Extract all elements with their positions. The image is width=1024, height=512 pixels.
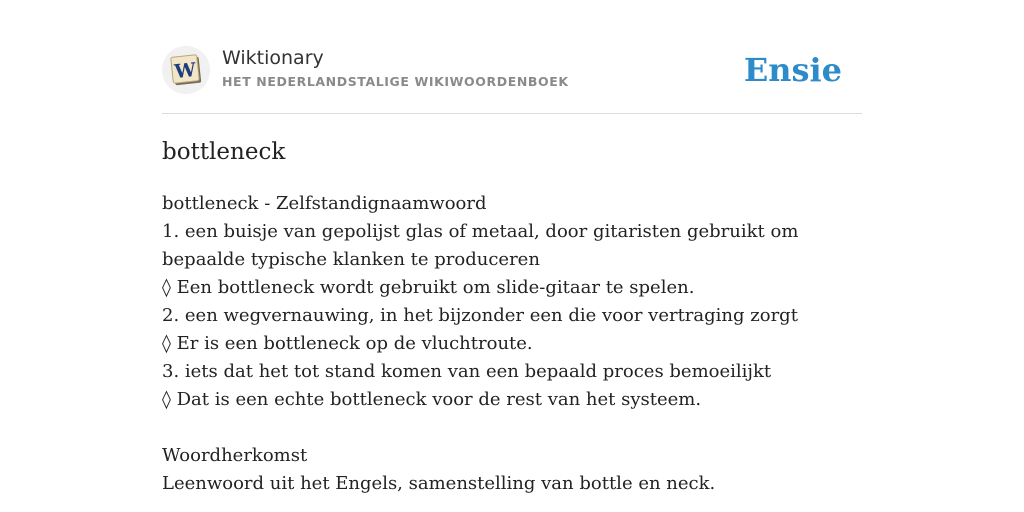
definition-1: 1. een buisje van gepolijst glas of metaal, door gitaristen gebruikt om bepaalde typische klanken te produceren [162,221,799,270]
etymology-text: Leenwoord uit het Engels, samenstelling van bottle en neck. [162,473,716,494]
example-3: ◊ Dat is een echte bottleneck voor de rest van het systeem. [162,389,702,410]
wiktionary-logo-graphic [162,46,210,94]
blank-line [162,414,862,442]
ensie-logo[interactable]: Ensie [743,51,842,89]
entry-content [162,190,862,498]
site-tagline: HET NEDERLANDSTALIGE WIKIWOORDENBOEK [222,74,569,89]
etymology-heading: Woordherkomst [162,445,308,466]
definition-2: 2. een wegvernauwing, in het bijzonder een die voor vertraging zorgt [162,305,798,326]
header-divider [162,113,862,114]
header [162,46,862,96]
entry-title: bottleneck [162,139,286,165]
example-1: ◊ Een bottleneck wordt gebruikt om slide-gitaar te spelen. [162,277,695,298]
example-2: ◊ Er is een bottleneck op de vluchtroute. [162,333,533,354]
wiktionary-logo-icon[interactable] [162,46,210,94]
site-name[interactable]: Wiktionary [222,47,324,69]
logo-letter: W [173,58,197,84]
part-of-speech-line: bottleneck - Zelfstandignaamwoord [162,193,487,214]
definition-3: 3. iets dat het tot stand komen van een bepaald proces bemoeilijkt [162,361,772,382]
